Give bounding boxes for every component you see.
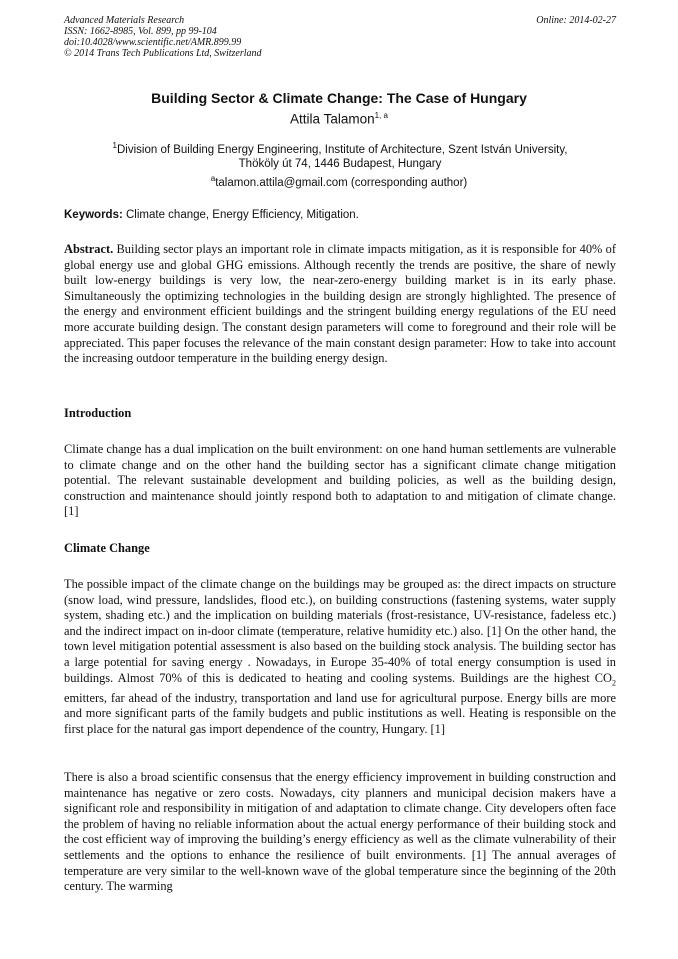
email-text: talamon.attila@gmail.com (corresponding author) (215, 176, 468, 189)
email-sup: a (210, 174, 216, 183)
author-name: Attila Talamon (290, 111, 375, 127)
climate-change-paragraph-2: There is also a broad scientific consensus that the energy efficiency improvement in building construction and maintenance has negative or zero costs. Nowadays, city planners and municipal decision makers have a significant role and responsibility in mitigation of and adaptation to climate change. City developers often face the problem of having no reliable information about the actual energy performance of their building stock and the cost efficient way of improving the building’s energy efficiency as well as the climate vulnerability of their settlements and the options to enhance the resilience of built environments. [1] The annual averages of temperature are very similar to the well-known wave of the global temperature since the beginning of the 20th century. The warming (64, 770, 616, 894)
introduction-paragraph: Climate change has a dual implication on the built environment: on one hand human settlements are vulnerable to climate change and on the other hand the building sector has a significant climate change mitigation potential. The relevant sustainable development and building policies, as well as the building design, construction and maintenance should jointly respond both to adaptation to and mitigation of climate change. [1] (64, 442, 616, 519)
affiliation (64, 139, 616, 171)
journal-name: Advanced Materials Research (64, 15, 185, 26)
abstract-text: Building sector plays an important role in climate impacts mitigation, as it is responsible for 40% of global energy use and global GHG emissions. Although recently the trends are positive, the share of newly built low-energy buildings is very low, the near-zero-energy building market is in its early phase. Simultaneously the optimizing technologies in the building design are strongly highlighted. The presence of the energy and environment efficient buildings and the stringent building energy regulations of the EU need more accurate building design. The constant design parameters will come to foreground and their role will be appreciated. This paper focuses the relevance of the main constant design parameter: How to take into account the increasing outdoor temperature in the building energy design. (64, 242, 616, 366)
doi-line: doi:10.4028/www.scientific.net/AMR.899.99 (64, 37, 242, 48)
affiliation-line-1: $^1$Division of Building Energy Engineering, Institute of Architecture, Szent István University, (112, 141, 568, 156)
journal-header (64, 15, 616, 59)
climate-change-heading: Climate Change (64, 541, 150, 555)
issn-line: ISSN: 1662-8985, Vol. 899, pp 99-104 (64, 26, 217, 37)
affiliation-line-2: Thököly út 74, 1446 Budapest, Hungary (238, 157, 442, 170)
abstract (64, 242, 616, 367)
climate-change-paragraph-1: The possible impact of the climate change on the buildings may be grouped as: the direct impacts on structure (snow load, wind pressure, landslides, flood etc.), on building constructions (fastening systems, water supply system, shading etc.) and the implication on building materials (frost-resistance, UV-resistance, fadeless etc.) and the indirect impact on in-door climate (temperature, relative humidity etc.) also. [1] On the other hand, the town level mitigation potential assessment is also based on the building stock analysis. The building sector has a large potential for saving energy . Nowadays, in Europe 35-40% of total energy consumption is used in buildings. Almost 70% of this is dedicated to heating and cooling systems. Buildings are the highest $CO_2$ emitters, far ahead of the industry, transportation and land use for agricultural purpose. Energy bills are more and more significant parts of the family budgets and public institutions as well. Heating is responsible on the first place for the natural gas import dependence of the country, Hungary. [1] (64, 577, 616, 736)
paper-title: Building Sector & Climate Change: The Case of Hungary (151, 90, 527, 106)
email-line (0, 174, 678, 189)
introduction-heading: Introduction (64, 406, 132, 420)
online-date: Online: 2014-02-27 (536, 15, 616, 26)
keywords-text: Climate change, Energy Efficiency, Mitigation. (122, 209, 359, 221)
abstract-label: Abstract. (64, 242, 114, 256)
author-line (0, 111, 678, 127)
author-sup: 1, a (374, 111, 388, 120)
keywords-label: Keywords: (64, 209, 123, 221)
affiliation-sup: 1 (112, 141, 117, 150)
copyright-line: © 2014 Trans Tech Publications Ltd, Switzerland (64, 48, 262, 59)
keywords (64, 209, 616, 221)
